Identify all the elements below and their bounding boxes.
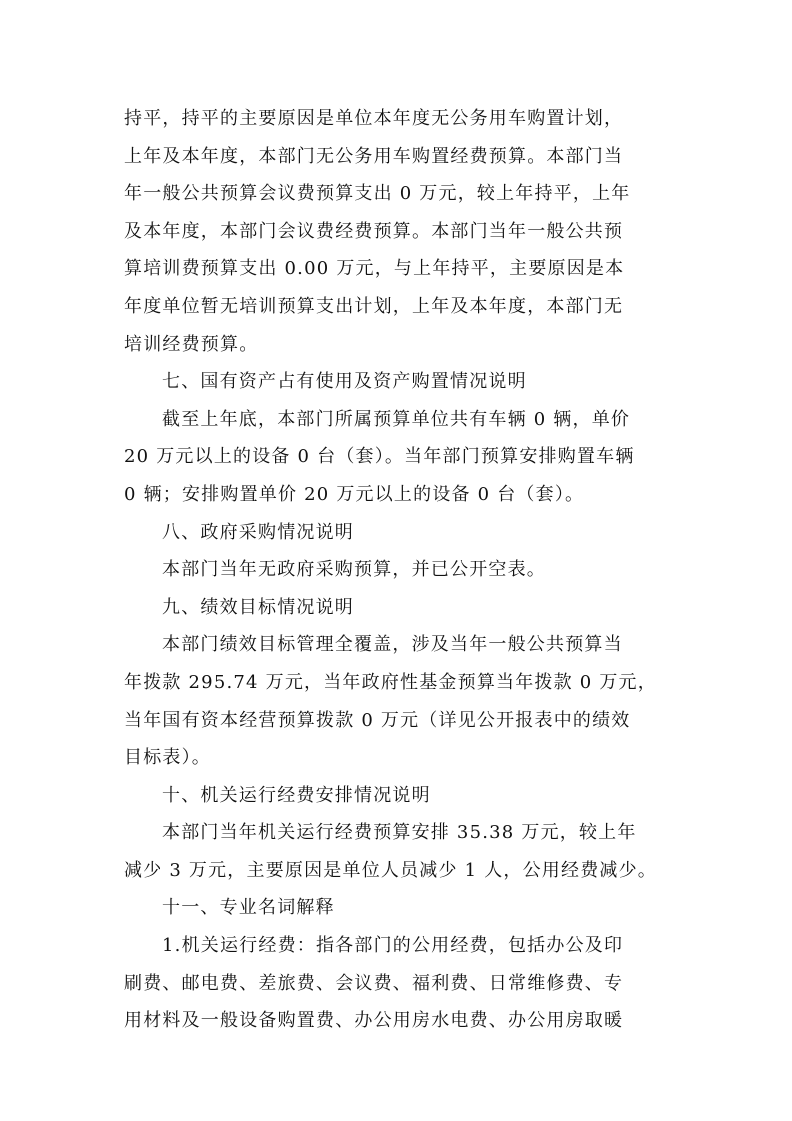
text-line: 0 辆；安排购置单价 20 万元以上的设备 0 台（套）。	[124, 483, 585, 505]
section-heading-procurement: 八、政府采购情况说明	[162, 521, 354, 543]
text-line: 本部门绩效目标管理全覆盖，涉及当年一般公共预算当	[162, 634, 623, 656]
glossary-paragraph	[124, 927, 672, 1040]
section-heading-operating-costs: 十、机关运行经费安排情况说明	[162, 784, 431, 806]
text-line: 刷费、邮电费、差旅费、会议费、福利费、日常维修费、专	[124, 972, 624, 994]
text-line: 持平，持平的主要原因是单位本年度无公务用车购置计划，	[124, 108, 624, 129]
text-line: 1.机关运行经费：指各部门的公用经费，包括办公及印	[162, 935, 624, 957]
intro-paragraph	[124, 100, 672, 363]
text-line: 当年国有资本经营预算拨款 0 万元（详见公开报表中的绩效	[124, 709, 631, 731]
text-line: 年一般公共预算会议费预算支出 0 万元，较上年持平，上年	[124, 183, 631, 205]
assets-paragraph	[124, 401, 672, 514]
text-line: 本部门当年机关运行经费预算安排 35.38 万元，较上年	[162, 822, 637, 844]
text-line: 减少 3 万元，主要原因是单位人员减少 1 人，公用经费减少。	[124, 859, 657, 881]
section-heading-assets: 七、国有资产占有使用及资产购置情况说明	[162, 371, 527, 393]
text-line: 截至上年底，本部门所属预算单位共有车辆 0 辆，单价	[162, 408, 631, 430]
document-body	[124, 100, 672, 1040]
procurement-paragraph	[124, 551, 672, 589]
text-line: 及本年度，本部门会议费经费预算。本部门当年一般公共预	[124, 220, 624, 242]
text-line: 年拨款 295.74 万元，当年政府性基金预算当年拨款 0 万元，	[124, 671, 657, 693]
section-heading-glossary: 十一、专业名词解释	[162, 897, 335, 919]
text-line: 上年及本年度，本部门无公务用车购置经费预算。本部门当	[124, 145, 624, 167]
text-line: 用材料及一般设备购置费、办公用房水电费、办公用房取暖	[124, 1010, 624, 1032]
text-line: 培训经费预算。	[124, 333, 259, 355]
section-heading-performance: 九、绩效目标情况说明	[162, 596, 354, 618]
text-line: 算培训费预算支出 0.00 万元，与上年持平，主要原因是本	[124, 258, 625, 280]
text-line: 本部门当年无政府采购预算，并已公开空表。	[162, 559, 546, 581]
performance-paragraph	[124, 626, 672, 776]
text-line: 目标表）。	[124, 747, 211, 769]
operating-costs-paragraph	[124, 814, 672, 889]
text-line: 年度单位暂无培训预算支出计划，上年及本年度，本部门无	[124, 295, 624, 317]
text-line: 20 万元以上的设备 0 台（套）。当年部门预算安排购置车辆	[124, 446, 635, 468]
